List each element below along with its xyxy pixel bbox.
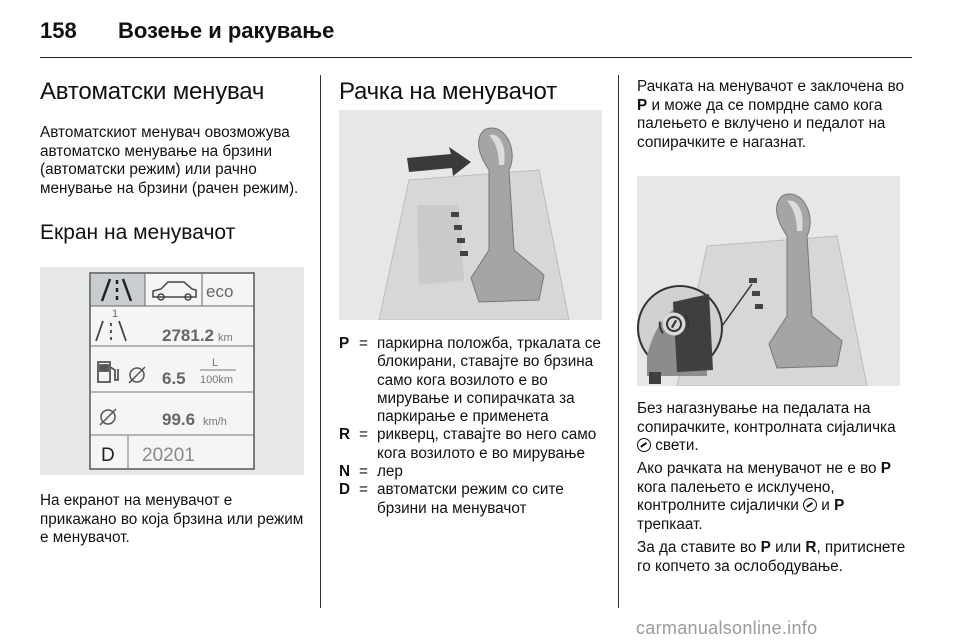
column-divider-2 (618, 75, 619, 608)
definition-text: автоматски режим со сите брзини на менувачот (377, 481, 564, 517)
definition-P (339, 335, 604, 426)
watermark: carmanualsonline.info (636, 618, 818, 638)
heading-selector-lever: Рачка на менувачот (339, 78, 557, 105)
fuel-unit-bottom: 100km (200, 374, 234, 386)
intro-paragraph: Автоматскиот менувач овозможува автоматско менување на брзини (автоматски режим) или рачно менување на брзини (рачен режим). (40, 124, 299, 197)
trip-distance-value: 2781.2 (162, 326, 214, 345)
definition-text: лер (377, 463, 403, 481)
heading-transmission-display: Екран на менувачот (40, 221, 236, 244)
page-number: 158 (40, 18, 77, 43)
fuel-consumption-value: 6.5 (162, 369, 186, 388)
tab-eco: eco (206, 282, 234, 301)
brake-lamp-paragraph: Без нагазнување на педалата на сопирачките, контролната сијаличка свети. (637, 400, 896, 454)
definition-key: N (339, 463, 351, 481)
indicator-lamp-icon (803, 498, 817, 512)
average-speed-value: 99.6 (162, 410, 196, 429)
selector-lever-figure (339, 110, 602, 320)
column-1 (40, 78, 310, 245)
column-divider-1 (320, 75, 321, 608)
definition-R (339, 426, 604, 463)
heading-automatic-transmission: Автоматски менувач (40, 78, 265, 105)
fuel-unit-top: L (212, 357, 219, 369)
definition-eq: = (359, 335, 368, 352)
definition-eq: = (359, 481, 368, 499)
definition-text: паркирна положба, тркалата се блокирани, ставајте во брзина само кога возилото е во мирување и сопирачката за паркирање е применета (377, 335, 601, 426)
definition-eq: = (359, 463, 368, 481)
gear-definitions (339, 335, 604, 518)
definition-key: R (339, 426, 351, 444)
definition-D (339, 481, 604, 518)
definition-text: рикверц, ставајте во него само кога возилото е во мирување (377, 426, 597, 462)
average-speed-unit: km/h (203, 416, 227, 428)
definition-key: D (339, 481, 351, 499)
section-title: Возење и ракување (118, 18, 335, 43)
lever-lock-paragraph: Рачката на менувачот е заклочена во P и може да се помрдне само кога палењето е вклучено и педалот на сопирачките е нагазнат. (637, 78, 905, 151)
ignition-off-paragraph: Ако рачката на менувачот не е во P кога палењето е исклучено, контролните сијалички и P трепкаат. (637, 460, 891, 533)
indicator-lamp-icon (637, 438, 651, 452)
transmission-display-figure (40, 267, 304, 475)
header-rule (40, 57, 912, 58)
definition-eq: = (359, 426, 368, 444)
trip-distance-unit: km (218, 332, 233, 344)
odometer-value: 20201 (142, 445, 195, 466)
release-button-paragraph: За да ставите во P или R, притиснете го копчето за ослободување. (637, 539, 906, 575)
definition-key: P (339, 335, 350, 352)
definition-N (339, 463, 604, 481)
gear-indicator: D (101, 445, 115, 466)
display-caption: На екранот на менувачот е прикажано во која брзина или режим е менувачот. (40, 492, 304, 546)
column-2 (339, 78, 607, 106)
brake-indicator-figure (637, 176, 900, 386)
row1-top-label: 1 (112, 308, 119, 320)
